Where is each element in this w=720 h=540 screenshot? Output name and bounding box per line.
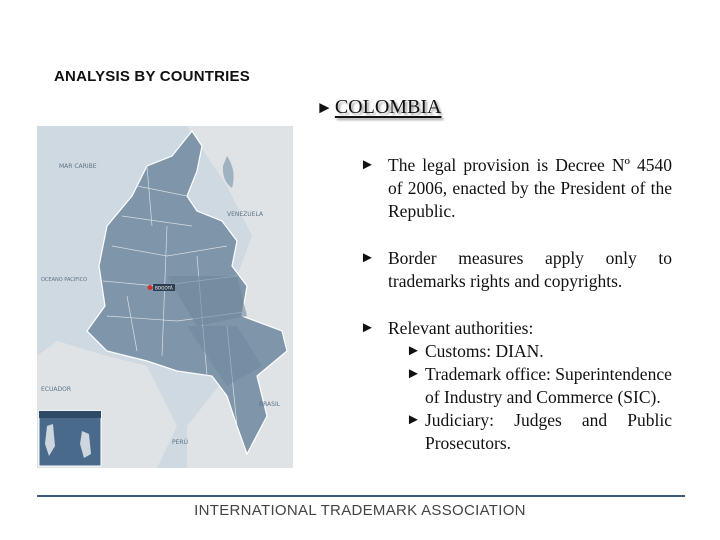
- map-venezuela-label: VENEZUELA: [227, 211, 264, 218]
- sub-bullet-list: [406, 340, 672, 455]
- sub-bullet-text: Customs: DIAN.: [425, 341, 544, 361]
- triangle-bullet-icon: ►: [360, 320, 375, 336]
- footer-text: INTERNATIONAL TRADEMARK ASSOCIATION: [194, 502, 526, 519]
- map-brasil-label: BRASIL: [259, 401, 281, 408]
- triangle-bullet-icon: ►: [406, 412, 421, 428]
- triangle-bullet-icon: ►: [406, 366, 421, 382]
- bullet-text: Border measures apply only to trademarks rights and copyrights.: [388, 248, 672, 291]
- map-ecuador-label: ECUADOR: [41, 386, 71, 393]
- sub-bullet-item: [406, 340, 672, 363]
- sub-bullet-text: Judiciary: Judges and Public Prosecutors.: [425, 410, 672, 453]
- sub-bullet-text: Trademark office: Superintendence of Industry and Commerce (SIC).: [425, 364, 672, 407]
- triangle-bullet-icon: ►: [406, 343, 421, 359]
- map-peru-label: PERÚ: [172, 439, 188, 446]
- footer-divider: [37, 495, 685, 497]
- bullet-text: The legal provision is Decree Nº 4540 of 2006, enacted by the President of the Republic.: [388, 155, 672, 221]
- map-capital-label: BOGOTÁ: [155, 285, 173, 291]
- country-heading: [316, 96, 442, 119]
- bullet-list: [360, 154, 672, 479]
- triangle-bullet-icon: ►: [316, 98, 333, 117]
- bullet-item: [360, 247, 672, 293]
- map-ocean-label: OCEANO PACIFICO: [41, 277, 88, 283]
- triangle-bullet-icon: ►: [360, 157, 375, 173]
- map-sea-label: MAR CARIBE: [59, 163, 97, 170]
- bullet-body: [388, 317, 672, 455]
- triangle-bullet-icon: ►: [360, 250, 375, 266]
- sub-bullet-item: [406, 363, 672, 409]
- country-name: COLOMBIA: [334, 96, 442, 118]
- bullet-text: Relevant authorities:: [388, 318, 534, 338]
- sub-bullet-item: [406, 409, 672, 455]
- bullet-item: [360, 317, 672, 455]
- colombia-map-graphic: [37, 126, 293, 468]
- section-title: ANALYSIS BY COUNTRIES: [54, 68, 250, 85]
- bullet-item: [360, 154, 672, 223]
- colombia-map: [37, 126, 293, 468]
